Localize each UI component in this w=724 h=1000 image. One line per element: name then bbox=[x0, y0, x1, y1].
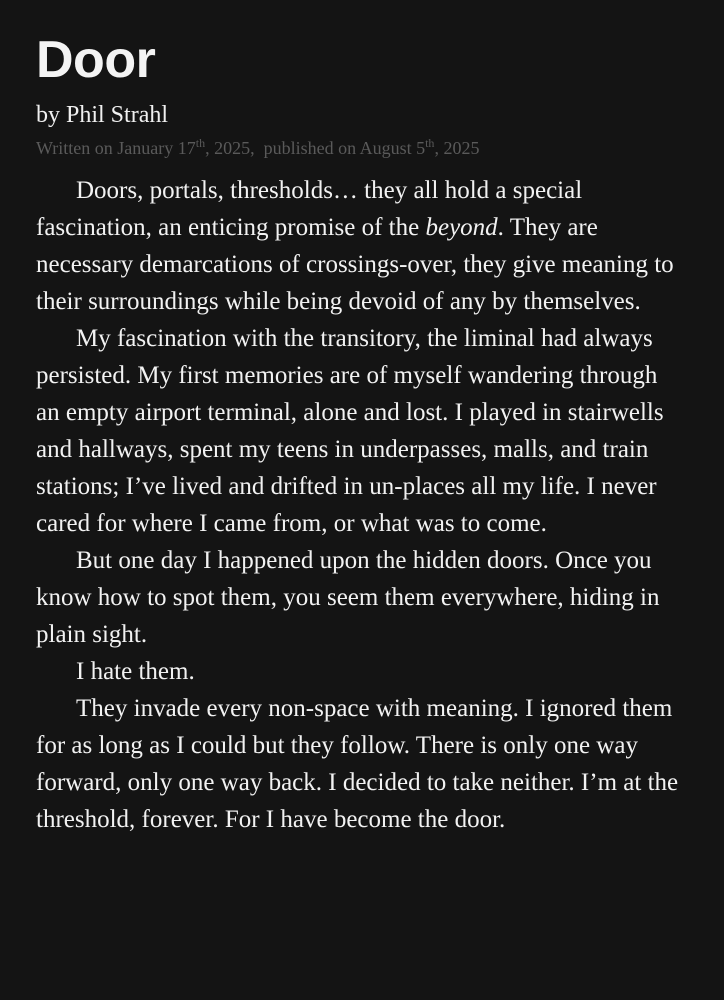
paragraph-1 bbox=[36, 172, 684, 320]
article-dates bbox=[36, 136, 684, 160]
paragraph-2: My fascination with the transitory, the liminal had always persisted. My first memories are of myself wandering through an empty airport terminal, alone and lost. I played in stairwells and hallways, spent my teens in underpasses, malls, and train stations; I’ve lived and drifted in un-places all my life. I never cared for where I came from, or what was to come. bbox=[36, 325, 664, 537]
paragraph-1-before: Doors, portals, thresholds… they all hold a special fascination, an enticing promise of the bbox=[36, 177, 583, 241]
article-byline: by Phil Strahl bbox=[36, 102, 169, 128]
paragraph-3: But one day I happened upon the hidden doors. Once you know how to spot them, you seem them everywhere, hiding in plain sight. bbox=[36, 547, 660, 648]
paragraph-1-after: . They are necessary demarcations of crossings-over, they give meaning to their surroundings while being devoid of any by themselves. bbox=[36, 214, 674, 315]
published-date-year: , 2025 bbox=[434, 138, 480, 158]
article-body bbox=[36, 172, 684, 838]
published-date-suffix: th bbox=[425, 136, 435, 150]
written-date bbox=[36, 138, 255, 158]
written-date-suffix: th bbox=[195, 136, 206, 150]
published-date-text: published on August 5 bbox=[263, 138, 426, 158]
paragraph-4: I hate them. bbox=[76, 658, 195, 685]
written-date-text: Written on January 17 bbox=[36, 138, 196, 158]
written-date-year: , 2025, bbox=[205, 138, 255, 158]
paragraph-5: They invade every non-space with meaning. I ignored them for as long as I could but they follow. There is only one way forward, only one way back. I decided to take neither. I’m at the threshold, forever. For I have become the door. bbox=[36, 695, 679, 833]
article-title: Door bbox=[36, 31, 156, 89]
paragraph-1-emphasis: beyond bbox=[425, 214, 498, 241]
published-date bbox=[264, 138, 480, 158]
